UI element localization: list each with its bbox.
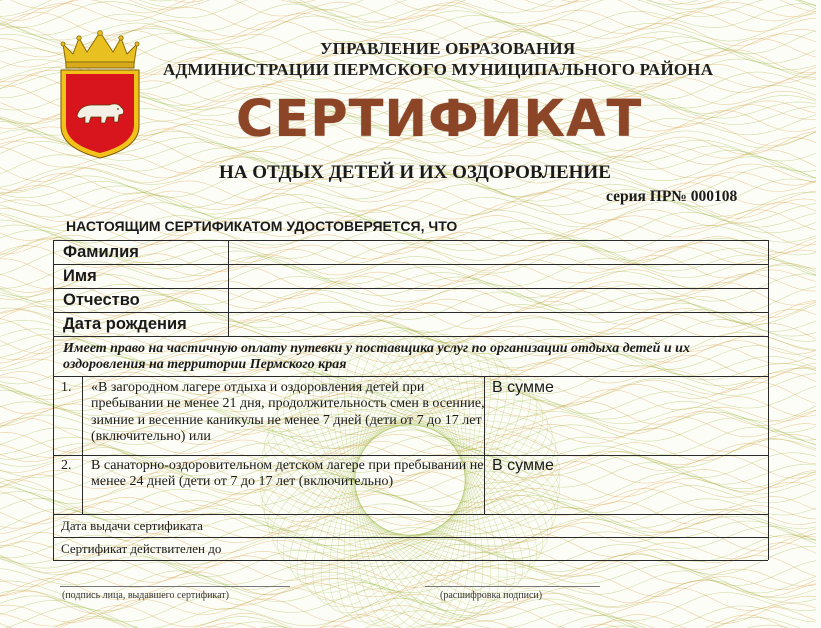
signature-caption: (подпись лица, выдавшего сертификат) [62,590,230,601]
issuer-line-1: УПРАВЛЕНИЕ ОБРАЗОВАНИЯ [320,39,576,58]
birth-date-field[interactable] [232,315,762,335]
guilloche-line [0,0,816,12]
issuer-line-2: АДМИНИСТРАЦИИ ПЕРМСКОГО МУНИЦИПАЛЬНОГО РАЙОНА [163,60,714,79]
issue-date-field[interactable] [300,517,760,535]
guilloche-line [0,616,816,628]
patronymic-field[interactable] [232,291,762,311]
surname-field[interactable] [232,243,762,263]
first-name-field[interactable] [232,267,762,287]
guilloche-line [0,0,816,21]
coat-of-arms-emblem [57,30,143,160]
signature-transcript-caption: (расшифровка подписи) [440,590,543,601]
certificate-subtitle: НА ОТДЫХ ДЕТЕЙ И ИХ ОЗДОРОВЛЕНИЕ [219,162,611,183]
valid-until-label: Сертификат действителен до [61,541,222,556]
option-1-text: «В загородном лагере отдыха и оздоровления детей при пребывании не менее 21 дня, продолжительность смен в осенние, зимние и весенние каникулы не менее 7 дней (дети от 7 до 17 лет (включительно) или [91,380,485,444]
option-1-amount-field[interactable] [492,400,762,450]
option-2-amount-label: В сумме [492,457,554,474]
crown-icon [61,31,139,68]
option-1-number: 1. [61,380,72,395]
birth-date-label: Дата рождения [63,315,187,333]
entitlement-note: Имеет право на частичную оплату путевки у поставщика услуг по организации отдыха детей и их оздоровления на территории Пермского края [63,341,690,372]
certificate-title: СЕРТИФИКАТ [236,90,643,149]
shield-icon [61,70,139,158]
guilloche-line [0,606,816,628]
guilloche-line [0,561,816,588]
option-1-amount-label: В сумме [492,379,554,396]
series-number: серия ПР№ 000108 [606,188,738,205]
signature-transcript-line [425,586,600,587]
signature-line [60,586,290,587]
first-name-label: Имя [63,267,97,285]
option-2-amount-field[interactable] [492,478,762,510]
option-2-text: В санаторно-оздоровительном детском лагере при пребывании не менее 24 дней (дети от 7 до 17 лет (включительно) [91,458,484,490]
option-2-number: 2. [61,458,72,473]
surname-label: Фамилия [63,243,139,261]
certifies-heading: НАСТОЯЩИМ СЕРТИФИКАТОМ УДОСТОВЕРЯЕТСЯ, ЧТО [66,218,458,234]
patronymic-label: Отчество [63,291,140,309]
guilloche-line [0,0,816,9]
guilloche-line [0,607,816,628]
valid-until-field[interactable] [300,540,760,558]
issue-date-label: Дата выдачи сертификата [61,518,203,533]
